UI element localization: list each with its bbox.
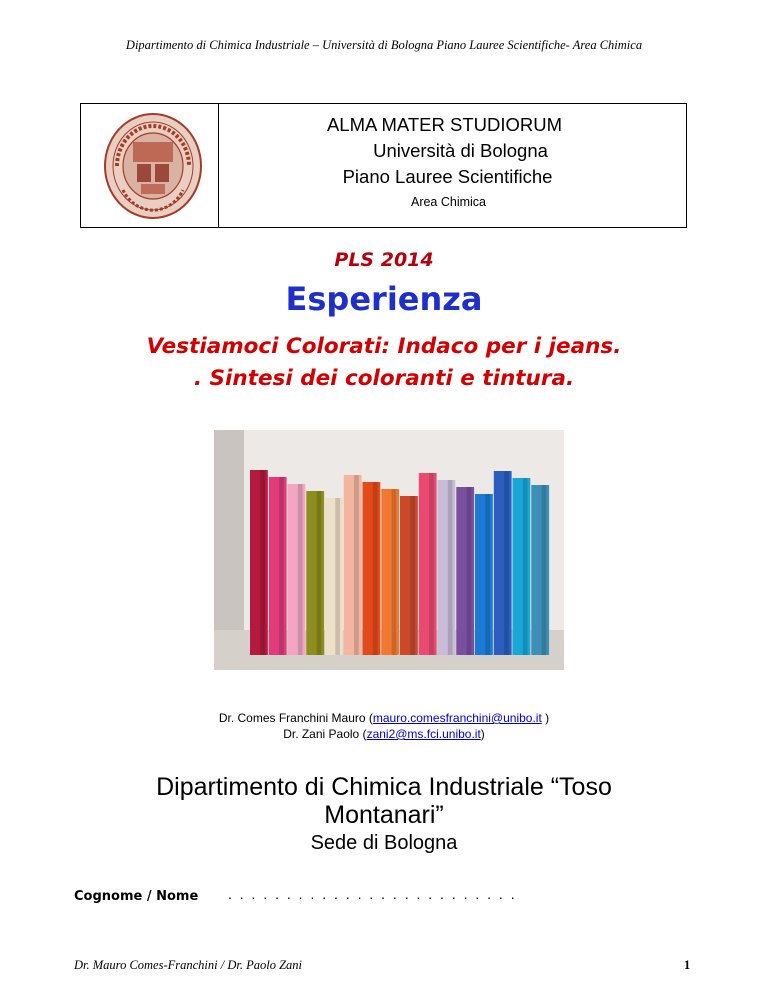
author-2: Dr. Zani Paolo (zani2@ms.fci.unibo.it) bbox=[283, 727, 485, 741]
fabric-roll bbox=[306, 491, 324, 655]
fabric-roll bbox=[381, 489, 399, 655]
fabric-roll-shade bbox=[260, 470, 265, 655]
university-seal-logo bbox=[103, 112, 203, 220]
footer-authors: Dr. Mauro Comes-Franchini / Dr. Paolo Zani bbox=[74, 958, 303, 972]
fabric-roll-shade bbox=[335, 498, 340, 655]
fabric-roll-shade bbox=[467, 487, 472, 655]
fabric-roll-shade bbox=[504, 471, 509, 655]
department-location: Sede di Bologna bbox=[310, 832, 458, 854]
subtitle-line-1: Vestiamoci Colorati: Indaco per i jeans. bbox=[146, 334, 622, 359]
fabric-roll-shade bbox=[279, 477, 284, 655]
fabric-roll-shade bbox=[448, 480, 453, 655]
author-1-email-link[interactable]: mauro.comesfranchini@unibo.it bbox=[372, 711, 542, 725]
department-name: Dipartimento di Chimica Industriale “Toso Montanari” bbox=[156, 773, 612, 829]
fabric-roll-shade bbox=[410, 496, 415, 655]
fabric-roll-shade bbox=[542, 485, 547, 655]
fabric-roll-shade bbox=[298, 484, 303, 655]
fabric-roll-shade bbox=[317, 491, 322, 655]
fabric-roll bbox=[419, 473, 437, 655]
fabric-roll bbox=[531, 485, 549, 655]
fabric-roll bbox=[250, 470, 268, 655]
fabric-roll bbox=[494, 471, 512, 655]
title-box bbox=[80, 103, 687, 228]
fabric-roll bbox=[325, 498, 343, 655]
fabric-roll-shade bbox=[485, 494, 490, 655]
fabric-roll-shade bbox=[429, 473, 434, 655]
fabric-roll-shade bbox=[373, 482, 378, 655]
fabric-roll bbox=[456, 487, 474, 655]
author-2-email-link[interactable]: zani2@ms.fci.unibo.it bbox=[366, 727, 481, 741]
name-field-blank: . . . . . . . . . . . . . . . . . . . . . . . . . bbox=[228, 886, 517, 902]
fabric-roll bbox=[400, 496, 418, 655]
fabric-roll bbox=[288, 484, 306, 655]
title-line-3: Piano Lauree Scientifiche bbox=[342, 166, 553, 187]
fabric-roll bbox=[438, 480, 456, 655]
logo-cell bbox=[81, 104, 219, 227]
title-line-1: ALMA MATER STUDIORUM bbox=[326, 114, 563, 135]
subtitle-line-2: . Sintesi dei coloranti e tintura. bbox=[193, 366, 575, 391]
authors-block bbox=[0, 710, 768, 742]
fabric-roll bbox=[344, 475, 362, 655]
page-title: Esperienza bbox=[285, 280, 483, 318]
fabric-roll-shade bbox=[523, 478, 528, 655]
fabric-roll bbox=[269, 477, 287, 655]
event-label: PLS 2014 bbox=[334, 249, 434, 271]
fabric-roll-shade bbox=[354, 475, 359, 655]
fabric-roll-shade bbox=[392, 489, 397, 655]
fabric-rolls-photo bbox=[214, 430, 564, 670]
title-line-4: Area Chimica bbox=[410, 195, 487, 209]
fabric-roll bbox=[475, 494, 493, 655]
name-field-label: Cognome / Nome bbox=[74, 889, 199, 904]
page-header: Dipartimento di Chimica Industriale – Università di Bologna Piano Lauree Scientifiche- Area Chimica bbox=[125, 38, 643, 52]
fabric-roll bbox=[513, 478, 531, 655]
fabric-roll bbox=[363, 482, 381, 655]
author-1: Dr. Comes Franchini Mauro (mauro.comesfranchini@unibo.it ) bbox=[218, 711, 550, 725]
title-line-2: Università di Bologna bbox=[373, 140, 548, 161]
page-number: 1 bbox=[684, 958, 691, 972]
